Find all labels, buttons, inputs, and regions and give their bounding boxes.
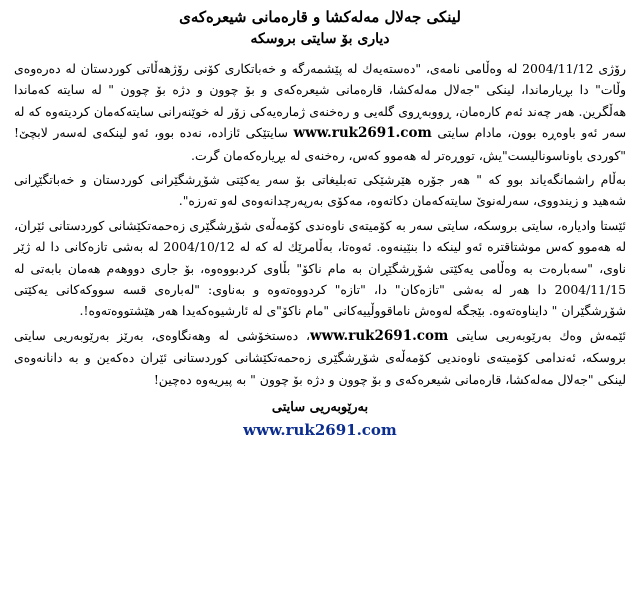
paragraph-3-part-a: ئێستا وادیارە، سایتی بروسكە، سایتی سەر بە كۆمیتەی ناوەندی كۆمەڵەی شۆڕشگێری زەحمەتكێشانی كوردستانی ئێران، لە هەموو كەس موشتاقترە ئەو لینكە دا بنێینەوە. ئەوەتا، بەڵامرێك لە كە لە: [14, 217, 626, 255]
paragraph-1-part-c: سایتێكی ئازادە، نەدە بوو، ئەو لینكەی لەسەر لابچێ! "كوردی باوناسونالیست"یش، تووڕەتر لە هەموو كەس، رەخنەی لە بڕیارەكەمان گرت.: [14, 125, 626, 163]
paragraph-3-date-1: 2004/10/12: [163, 239, 235, 255]
footer-url: www.ruk2691.com: [243, 421, 397, 440]
paragraph-2: بەڵام راشمانگەیاند بوو كە " هەر جۆرە هێرشێكی تەبلیغاتی بۆ سەر یەكێتی شۆڕشگێرانی كوردستان و خەباتگێڕانی شەهید و زیندووی، سەرلەنوێ سایتەكەمان دكاتەوە، مەكۆی بەرپەرچدانەوەی لەو تەرزە".: [14, 172, 626, 209]
paragraph-1-url: www.ruk2691.com: [293, 125, 432, 142]
paragraph-3-part-b: لە بەشی تازەكانی دا لە ژێر ناوی، "سەبارەت بە وەڵامی یەكێتی شۆڕشگێڕان بە مام ناكۆ" بڵاوی كردبووەوە، بۆ جاری دووهەم هەمان بابەتی لە: [14, 239, 626, 276]
paragraph-4-part-b: ، دەستخۆشی لە وهەنگاوەی، بەرێز بەرێوبەریی سایتی بروسكە، ئەندامی كۆمیتەی ناوەندیی كۆمەڵەی شۆڕشگێری زەحمەتكێشانی كوردستانی ئێران دەكەین و بە دانانەوەی لینكی "جەلال مەلەكشا، قارەمانی شیعرەكەی و بۆ چوون و دژە بۆ چوون " بە پیریەوە دەچین!: [14, 327, 626, 387]
paragraph-3-part-c: دا هەر لە بەشی "تازەكان" دا، "تازە" كردووەتەوە و بەناوی: "لەبارەی قسە سووكەكانی یەكێتی شۆڕشگێران " دایناوەتەوە. بێجگە لەوەش ناماقووڵییەكانی "مام ناكۆ"ی لە ئارشیوەكەیدا هەر هێشتووەتەوە!.: [14, 282, 626, 319]
paragraph-1-date: 2004/11/12: [522, 61, 594, 76]
paragraph-1: [14, 58, 626, 166]
paragraph-3: [14, 215, 626, 322]
paragraph-3-date-2: 2004/11/15: [554, 282, 626, 298]
paragraph-4: [14, 325, 626, 390]
paragraph-1-part-a: رۆژی: [593, 61, 626, 76]
paragraph-4-part-a: ئێمەش وەك بەرێوبەریی سایتی: [448, 327, 627, 343]
document-subtitle: دیاری بۆ سایتی بروسكە: [250, 31, 390, 47]
paragraph-1-part-b: لە وەڵامی نامەی، "دەستەیەك لە پێشمەرگە و خەباتكاری كۆنی رۆژهەڵاتی كوردستان لە دەرەوەی وڵات" دا بڕیارماندا، لینكی "جەلال مەلەكشا، قارەمانی شیعرەكەی و بۆ چوون و دژە بۆ چوون " لە سایتە كەماندا هەڵگرین. هەر چەند ئەم كارەمان، ڕووبەڕوی گلەیی و رەخنەی ژمارەیەكی زۆر لە خوێنەرانی سایتەكەمان كردیتەوە كە لە سەر ئەو باوەڕە بوون، مادام سایتی: [14, 61, 626, 141]
signature: بەرێوبەریی سایتی: [271, 400, 369, 416]
paragraph-4-url: www.ruk2691.com: [310, 327, 449, 344]
document-title: لینكی جەلال مەلەكشا و قارەمانی شیعرەكەی: [179, 8, 461, 26]
